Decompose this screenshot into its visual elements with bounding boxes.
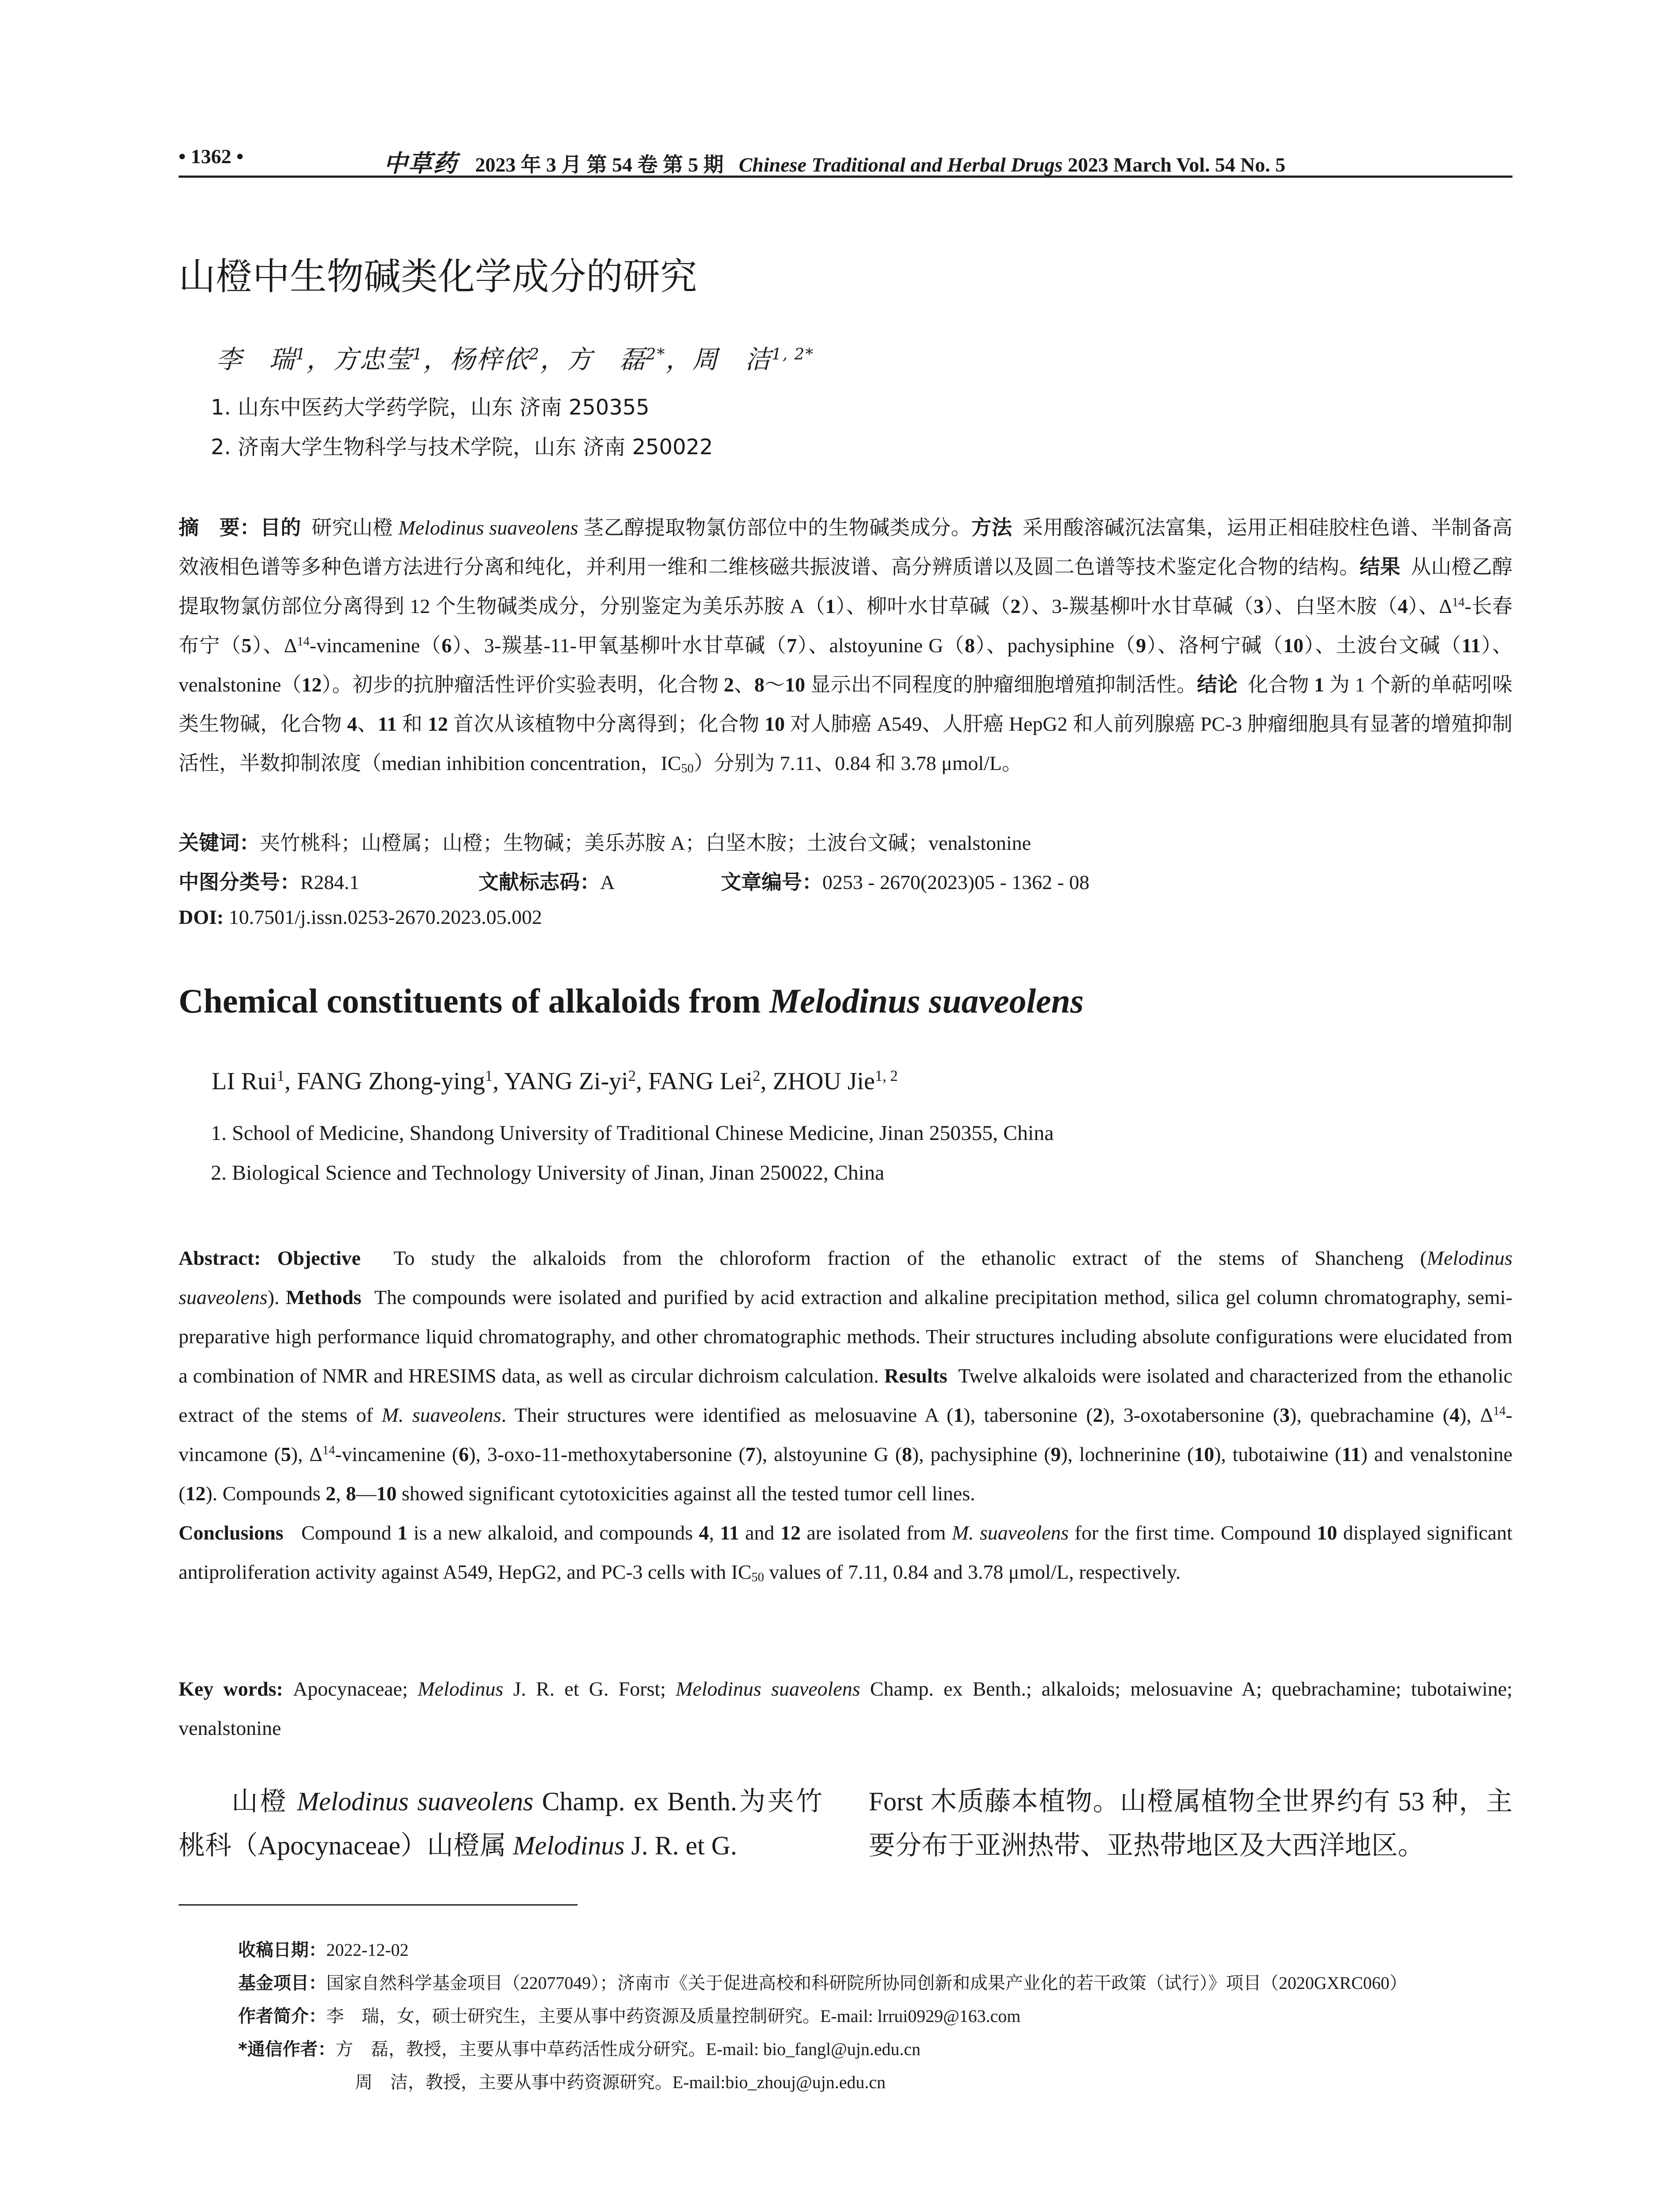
author-en-2: FANG Zhong-ying	[297, 1068, 485, 1095]
abstract-en	[179, 1238, 1512, 1592]
keywords-cn-label: 关键词：	[179, 831, 260, 855]
compound-number: 8	[902, 1443, 912, 1465]
keywords-cn-text: 夹竹桃科；山橙属；山橙；生物碱；美乐苏胺 A；白坚木胺；土波台文碱；venalstonine	[260, 832, 1031, 854]
footnote-text: 国家自然科学基金项目（22077049）；济南市《关于促进高校和科研院所协同创新和成果产业化的若干政策（试行）》项目（2020GXRC060）	[326, 1973, 1407, 1993]
doi-label: DOI:	[179, 906, 224, 928]
body-text: Forst 木质藤本植物。山橙属植物全世界约有 53 种，主要分布于亚洲热带、亚热带地区及大西洋地区。	[869, 1787, 1512, 1860]
compound-number: 10	[376, 1482, 397, 1505]
author-cn-2: 方忠莹	[332, 344, 412, 374]
author-en-4-sup: 2	[752, 1067, 761, 1084]
page-number: • 1362 •	[179, 145, 244, 168]
author-sep: ,	[493, 1068, 504, 1095]
compound-number: 5	[280, 1443, 291, 1465]
compound-number: 12	[780, 1521, 801, 1544]
doi-line	[179, 905, 542, 929]
keywords-cn	[179, 827, 1031, 856]
results-cn-text: ）、洛柯宁碱（	[1146, 634, 1284, 657]
doc-value: A	[600, 871, 615, 893]
author-cn-1: 李 瑞	[216, 344, 296, 374]
compound-number: 11	[720, 1521, 739, 1544]
author-en-2-sup: 1	[485, 1067, 493, 1084]
conclusion-cn-text: 对人肺癌 A549、人肝癌 HepG2 和人前列腺癌 PC-3 肿瘤细胞具有显著的增殖抑制活性，半数抑制浓度（median inhibition concentration，IC	[179, 713, 1513, 774]
conclusion-cn-text: 和	[397, 713, 428, 735]
conclusion-cn-text: 首次从该植物中分离得到；化合物	[448, 713, 765, 735]
compound-number: 1	[1314, 673, 1325, 696]
author-en-1: LI Rui	[212, 1068, 277, 1095]
methods-en-text: The compounds were isolated and purified by acid extraction and alkaline precipitation method, silica gel column chromatography, semi-preparative high performance liquid chromatography, and other chromatographic methods. Their structures including absolute configurations were elucidated from a combination of NMR and HRESIMS data, as well as circular dichroism calculation.	[179, 1286, 1513, 1387]
latin-name: Melodinus suaveolens	[398, 516, 579, 539]
superscript: 14	[1493, 1404, 1506, 1418]
objective-cn-text-2: 茎乙醇提取物氯仿部位中的生物碱类成分。	[578, 516, 971, 539]
compound-number: 4	[347, 713, 358, 735]
author-cn-3: 杨梓依	[449, 344, 529, 374]
compound-number: 2	[1010, 595, 1021, 617]
results-en-text: ), Δ	[291, 1443, 323, 1465]
objective-cn-label: 目的	[260, 516, 301, 539]
results-en-text: ), Δ	[1460, 1404, 1493, 1426]
running-header	[179, 145, 1512, 176]
article-value: 0253 - 2670(2023)05 - 1362 - 08	[822, 871, 1090, 893]
conclusion-cn-text: ）分别为 7.11、0.84 和 3.78 μmol/L。	[694, 752, 1023, 774]
latin-name: M. suaveolens	[381, 1404, 501, 1426]
compound-number: 7	[745, 1443, 756, 1465]
author-sep: ，	[423, 344, 450, 374]
results-en-text: ,	[336, 1482, 346, 1505]
compound-number: 5	[241, 634, 252, 657]
body-column-left	[179, 1779, 822, 1868]
journal-cn: 2023 年 3 月 第 54 卷 第 5 期	[475, 153, 724, 176]
footnote-label: *通信作者：	[238, 2039, 336, 2059]
keywords-en-text: Champ. ex Benth.; alkaloids; melosuavine A; quebrachamine; tubotaiwine; venalstonine	[179, 1678, 1513, 1739]
compound-number: 10	[1317, 1521, 1337, 1544]
latin-name: Melodinus	[513, 1831, 625, 1860]
compound-number: 7	[787, 634, 797, 657]
doi-value[interactable]: 10.7501/j.issn.0253-2670.2023.05.002	[228, 906, 542, 928]
results-cn-text: ～	[764, 673, 785, 696]
body-text: J. R. et G.	[624, 1831, 737, 1860]
results-en-text: ). Compounds	[205, 1482, 326, 1505]
conclusion-cn-label: 结论	[1197, 673, 1238, 696]
footnote-author	[238, 2002, 1021, 2027]
compound-number: 4	[1449, 1404, 1460, 1426]
journal-logo: 中草药	[384, 150, 458, 177]
compound-number: 6	[459, 1443, 469, 1465]
abstract-cn	[179, 508, 1512, 783]
results-en-text: -vincamenine (	[335, 1443, 459, 1465]
body-text: Champ. ex Benth.为夹竹桃科（Apocynaceae）山橙属	[179, 1787, 822, 1860]
affiliation-cn-2: 2. 济南大学生物科学与技术学院，山东 济南 250022	[211, 435, 713, 460]
compound-number: 12	[301, 673, 322, 696]
methods-cn-label: 方法	[971, 516, 1012, 539]
footnote-rule	[179, 1904, 578, 1906]
conclusions-en-text: values of 7.11, 0.84 and 3.78 μmol/L, respectively.	[764, 1561, 1181, 1583]
results-en-text: . Their structures were identified as melosuavine A (	[501, 1404, 954, 1426]
conclusions-en-label: Conclusions	[179, 1521, 284, 1544]
compound-number: 10	[1194, 1443, 1214, 1465]
results-en-text: ), tubotaiwine (	[1214, 1443, 1342, 1465]
conclusions-en-text: Compound	[301, 1521, 398, 1544]
journal-issue: 2023 March Vol. 54 No. 5	[1068, 153, 1286, 176]
results-cn-text: ）、Δ	[1407, 595, 1452, 617]
results-cn-text: ）、pachysiphine（	[974, 634, 1136, 657]
results-cn-text: 显示出不同程度的肿瘤细胞增殖抑制活性。	[805, 673, 1197, 696]
results-cn-text: ）、venalstonine（	[179, 634, 1513, 696]
compound-number: 1	[953, 1404, 964, 1426]
compound-number: 11	[1461, 634, 1481, 657]
compound-number: 3	[1280, 1404, 1290, 1426]
keywords-en-text: Apocynaceae;	[293, 1678, 418, 1700]
body-column-right	[869, 1779, 1512, 1868]
compound-number: 8	[346, 1482, 356, 1505]
objective-en-text: To study the alkaloids from the chloroform fraction of the ethanolic extract of the stems of Shancheng (	[393, 1247, 1427, 1269]
subscript: 50	[751, 1570, 764, 1585]
footnote-corresponding	[238, 2035, 921, 2060]
conclusions-en-text: and	[739, 1521, 780, 1544]
author-sep: ，	[665, 344, 692, 374]
author-cn-3-sup: 2	[529, 345, 540, 364]
keywords-en	[179, 1669, 1512, 1748]
footnote-text: 2022-12-02	[326, 1940, 409, 1960]
footnote-label: 作者简介：	[238, 2006, 326, 2026]
authors-en	[212, 1067, 898, 1095]
compound-number: 8	[754, 673, 765, 696]
results-en-text: Twelve alkaloids were isolated and characterized from the ethanolic extract of the stems of	[179, 1364, 1513, 1426]
results-en-text: -vincamone (	[179, 1404, 1512, 1465]
results-cn-text: ）、Δ	[251, 634, 297, 657]
author-sep: ,	[760, 1068, 773, 1095]
author-en-5-sup: 1, 2	[875, 1067, 898, 1084]
latin-name: Melodinus suaveolens	[676, 1678, 860, 1700]
results-cn-text: ）、土波台文碱（	[1303, 634, 1462, 657]
results-en-text: ) and venalstonine (	[179, 1443, 1513, 1505]
results-cn-text: ）、3-羰基-11-甲氧基柳叶水甘草碱（	[452, 634, 787, 657]
compound-number: 12	[428, 713, 448, 735]
author-cn-1-sup: 1	[295, 345, 306, 364]
results-cn-text: ）、白坚木胺（	[1264, 595, 1398, 617]
author-en-5: ZHOU Jie	[773, 1068, 875, 1095]
results-en-text: ), pachysiphine (	[912, 1443, 1051, 1465]
results-en-text: ), 3-oxo-11-methoxytabersonine (	[469, 1443, 746, 1465]
footnote-text: 方 磊，教授，主要从事中草药活性成分研究。E-mail: bio_fangl@ujn.edu.cn	[335, 2039, 921, 2059]
author-en-1-sup: 1	[276, 1067, 285, 1084]
latin-name: Melodinus suaveolens	[179, 1247, 1512, 1308]
compound-number: 12	[185, 1482, 206, 1505]
results-cn-text: ）、3-羰基柳叶水甘草碱（	[1020, 595, 1254, 617]
results-en-label: Results	[884, 1364, 948, 1387]
affiliation-cn-1: 1. 山东中医药大学药学院，山东 济南 250355	[211, 395, 650, 420]
compound-number: 1	[397, 1521, 408, 1544]
conclusion-cn-text: 化合物	[1248, 673, 1314, 696]
body-text: 山橙	[231, 1787, 297, 1816]
results-en-text: —	[356, 1482, 377, 1505]
results-en-text: ), alstoyunine G (	[755, 1443, 902, 1465]
compound-number: 8	[964, 634, 975, 657]
compound-number: 10	[764, 713, 785, 735]
clc-label: 中图分类号：	[179, 870, 300, 894]
affiliation-en-1: 1. School of Medicine, Shandong University of Traditional Chinese Medicine, Jinan 250355, China	[211, 1121, 1054, 1145]
compound-number: 10	[785, 673, 806, 696]
conclusions-en-text: are isolated from	[800, 1521, 952, 1544]
compound-number: 4	[698, 1521, 709, 1544]
author-cn-5-sup: 1, 2*	[771, 345, 814, 364]
superscript: 14	[322, 1443, 335, 1458]
conclusions-en-text: is a new alkaloid, and compounds	[407, 1521, 699, 1544]
header-rule	[179, 176, 1512, 178]
abstract-cn-label: 摘 要：	[179, 516, 261, 539]
author-cn-4: 方 磊	[566, 344, 646, 374]
compound-number: 10	[1283, 634, 1304, 657]
author-sep: ，	[306, 344, 333, 374]
compound-number: 1	[825, 595, 836, 617]
conclusions-en-text: ,	[709, 1521, 720, 1544]
results-cn-text: -vincamenine（	[310, 634, 442, 657]
results-en-text: ), tabersonine (	[963, 1404, 1093, 1426]
journal-line	[384, 145, 1285, 179]
abstract-en-label: Abstract:	[179, 1247, 261, 1269]
results-cn-label: 结果	[1359, 555, 1400, 579]
clc-value: R284.1	[300, 871, 360, 893]
results-cn-text: -长春布宁（	[179, 595, 1513, 657]
title-en-main: Chemical constituents of alkaloids from	[179, 982, 769, 1020]
latin-name: M. suaveolens	[952, 1521, 1069, 1544]
compound-number: 11	[1341, 1443, 1361, 1465]
compound-number: 3	[1254, 595, 1264, 617]
footnote-fund	[238, 1969, 1407, 1994]
compound-number: 2	[1093, 1404, 1103, 1426]
latin-name: Melodinus suaveolens	[297, 1787, 534, 1816]
author-cn-2-sup: 1	[412, 345, 423, 364]
journal-en: Chinese Traditional and Herbal Drugs	[739, 153, 1063, 176]
author-cn-4-sup: 2*	[646, 345, 666, 364]
title-cn: 山橙中生物碱类化学成分的研究	[179, 255, 698, 298]
classification-line	[179, 866, 359, 895]
keywords-en-text: J. R. et G. Forst;	[503, 1678, 676, 1700]
subscript: 50	[681, 762, 694, 776]
footnote-label: 基金项目：	[238, 1973, 326, 1993]
footnote-received	[238, 1936, 409, 1961]
doc-label: 文献标志码：	[478, 870, 600, 894]
results-cn-text: ）、alstoyunine G（	[797, 634, 965, 657]
conclusions-en-text: for the first time. Compound	[1068, 1521, 1317, 1544]
results-cn-text: ）、柳叶水甘草碱（	[835, 595, 1011, 617]
authors-cn	[216, 339, 814, 376]
title-en-latin: Melodinus suaveolens	[769, 982, 1084, 1020]
doc-code	[478, 866, 615, 895]
keywords-en-label: Key words:	[179, 1678, 283, 1700]
results-en-text: ), 3-oxotabersonine (	[1103, 1404, 1280, 1426]
results-cn-text: 从山橙乙醇提取物氯仿部位分离得到 12 个生物碱类成分，分别鉴定为美乐苏胺 A（	[179, 556, 1513, 617]
conclusion-cn-text: 为 1 个新的单萜吲哚类生物碱，化合物	[179, 673, 1513, 735]
conclusions-en-text: displayed significant antiproliferation activity against A549, HepG2, and PC-3 cells with IC	[179, 1521, 1513, 1583]
compound-number: 2	[325, 1482, 336, 1505]
author-cn-5: 周 洁	[692, 344, 772, 374]
results-en-text: ), quebrachamine (	[1290, 1404, 1450, 1426]
objective-en-label: Objective	[277, 1247, 361, 1269]
superscript: 14	[1452, 595, 1465, 609]
objective-cn-text: 研究山橙	[311, 516, 399, 539]
footnote-text: 李 瑞，女，硕士研究生，主要从事中药资源及质量控制研究。E-mail: lrrui0929@163.com	[326, 2006, 1021, 2026]
compound-number: 6	[441, 634, 452, 657]
methods-en-label: Methods	[286, 1286, 362, 1308]
author-en-3: YANG Zi-yi	[504, 1068, 628, 1095]
affiliation-en-2: 2. Biological Science and Technology University of Jinan, Jinan 250022, China	[211, 1161, 885, 1185]
compound-number: 4	[1397, 595, 1408, 617]
title-en	[179, 981, 1084, 1021]
compound-number: 11	[377, 713, 397, 735]
latin-name: Melodinus	[418, 1678, 504, 1700]
author-en-3-sup: 2	[628, 1067, 636, 1084]
author-en-4: FANG Lei	[648, 1068, 753, 1095]
author-sep: ，	[540, 344, 567, 374]
compound-number: 9	[1136, 634, 1146, 657]
results-cn-text: 、	[734, 673, 754, 696]
author-sep: ,	[284, 1068, 297, 1095]
article-label: 文章编号：	[721, 870, 822, 894]
methods-cn-text: 采用酸溶碱沉法富集，运用正相硅胶柱色谱、半制备高效液相色谱等多种色谱方法进行分离和纯化，并利用一维和二维核磁共振波谱、高分辨质谱以及圆二色谱等技术鉴定化合物的结构。	[179, 516, 1513, 578]
footnote-label: 收稿日期：	[238, 1940, 326, 1960]
results-en-text: showed significant cytotoxicities against all the tested tumor cell lines.	[396, 1482, 975, 1505]
author-sep: ,	[636, 1068, 649, 1095]
article-number	[721, 866, 1090, 895]
results-cn-text: ）。初步的抗肿瘤活性评价实验表明，化合物	[321, 673, 724, 696]
footnote-corresponding-2: 周 洁，教授，主要从事中药资源研究。E-mail:bio_zhouj@ujn.edu.cn	[355, 2072, 886, 2092]
compound-number: 9	[1050, 1443, 1061, 1465]
objective-en-text-2: ).	[267, 1286, 280, 1308]
results-en-text: ), lochnerinine (	[1060, 1443, 1194, 1465]
superscript: 14	[297, 635, 310, 649]
conclusion-cn-text: 、	[357, 713, 378, 735]
compound-number: 2	[724, 673, 734, 696]
